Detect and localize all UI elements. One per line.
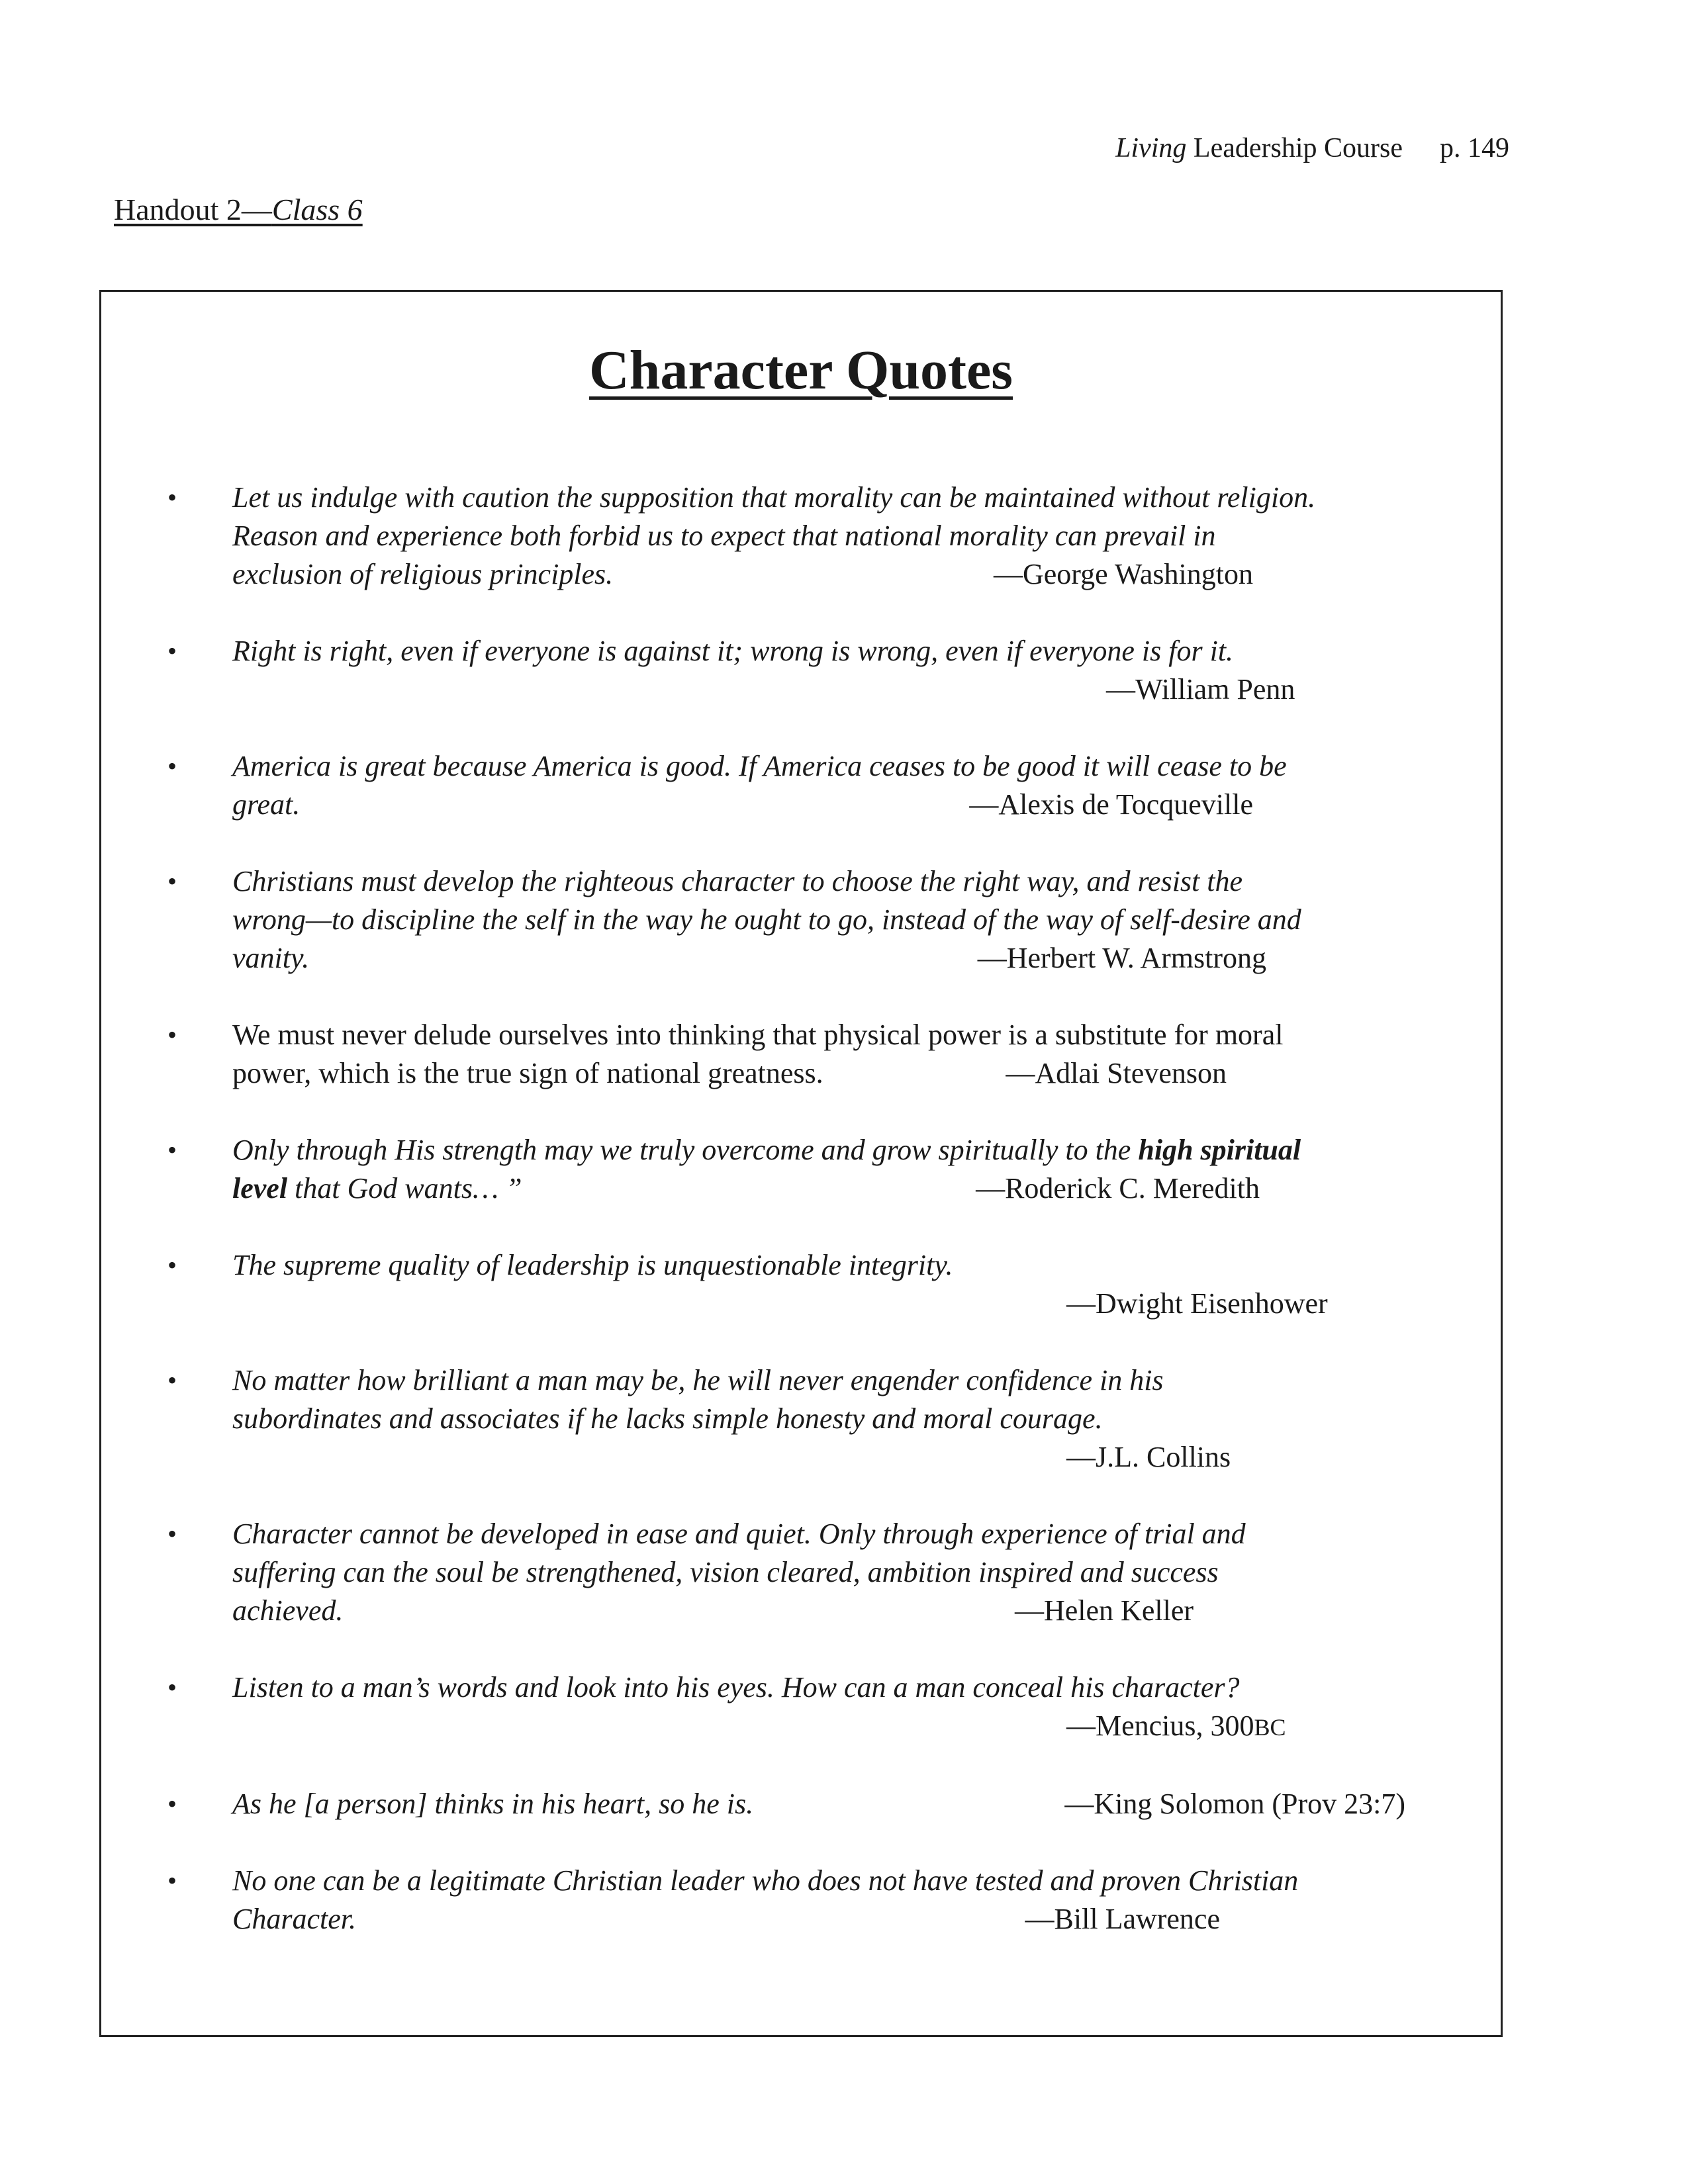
bullet-icon: • <box>167 636 177 666</box>
list-item <box>167 1361 1485 1477</box>
list-item <box>167 1016 1485 1093</box>
list-item <box>167 1246 1485 1323</box>
page-title: Character Quotes <box>589 340 1013 401</box>
quote-segment: that God wants… ” <box>287 1172 522 1205</box>
quote-author: —William Penn <box>1106 673 1295 705</box>
quote-author: —Adlai Stevenson <box>1006 1057 1227 1089</box>
quote-line: Character. <box>232 1903 356 1935</box>
spacer <box>167 1747 1485 1785</box>
quote-line: wrong—to discipline the self in the way he ought to go, instead of the way of self-desire and <box>232 903 1301 936</box>
quote-line: Right is right, even if everyone is against it; wrong is wrong, even if everyone is for it. <box>232 635 1234 667</box>
spacer <box>167 1823 1485 1862</box>
spacer <box>167 1093 1485 1131</box>
quote-author: —Herbert W. Armstrong <box>977 942 1266 974</box>
bullet-icon: • <box>167 482 177 512</box>
spacer <box>167 594 1485 632</box>
handout-class: Class 6 <box>271 193 363 226</box>
quote-line: Listen to a man’s words and look into his eyes. How can a man conceal his character? <box>232 1671 1240 1704</box>
spacer <box>167 1630 1485 1668</box>
quote-author: —Alexis de Tocqueville <box>969 788 1253 821</box>
bullet-icon: • <box>167 1789 177 1819</box>
quote-author: —Roderick C. Meredith <box>976 1172 1260 1205</box>
list-item <box>167 1131 1485 1208</box>
quote-author: —Helen Keller <box>1015 1594 1194 1627</box>
quote-line: We must never delude ourselves into thinking that physical power is a substitute for moral <box>232 1019 1284 1051</box>
quote-line: No matter how brilliant a man may be, he will never engender confidence in his <box>232 1364 1164 1396</box>
quote-line: No one can be a legitimate Christian leader who does not have tested and proven Christian <box>232 1864 1299 1897</box>
list-item <box>167 1785 1485 1823</box>
quote-line <box>232 1134 1301 1166</box>
quote-line: vanity. <box>232 942 310 974</box>
quote-line: America is great because America is good. If America ceases to be good it will cease to be <box>232 750 1287 782</box>
quote-line: The supreme quality of leadership is unquestionable integrity. <box>232 1249 953 1281</box>
bullet-icon: • <box>167 751 177 781</box>
quote-line: Let us indulge with caution the supposition that morality can be maintained without religion. <box>232 481 1316 514</box>
quote-author: —J.L. Collins <box>1066 1441 1231 1473</box>
author-name: —Mencius, 300 <box>1066 1709 1254 1742</box>
course-name-rest: Leadership Course <box>1186 133 1403 163</box>
spacer <box>167 709 1485 747</box>
list-item <box>167 478 1485 594</box>
quote-line: power, which is the true sign of national greatness. <box>232 1057 823 1089</box>
page-number: p. 149 <box>1440 133 1509 163</box>
quote-segment: Only through His strength may we truly overcome and grow spiritually to the <box>232 1134 1139 1166</box>
quote-line: Reason and experience both forbid us to expect that national morality can prevail in <box>232 520 1216 552</box>
quote-author: —King Solomon (Prov 23:7) <box>1064 1788 1405 1820</box>
list-item <box>167 1515 1485 1630</box>
list-item <box>167 632 1485 709</box>
bullet-icon: • <box>167 866 177 896</box>
spacer <box>167 1208 1485 1246</box>
quote-line: suffering can the soul be strengthened, vision cleared, ambition inspired and success <box>232 1556 1219 1588</box>
quote-author: —Dwight Eisenhower <box>1066 1287 1328 1320</box>
quote-emphasis: level <box>232 1172 288 1205</box>
quote-author <box>232 1707 1485 1747</box>
course-name-italic: Living <box>1115 133 1187 163</box>
quote-emphasis: high spiritual <box>1138 1134 1301 1166</box>
list-item <box>167 1862 1485 1938</box>
quote-list <box>167 478 1485 1938</box>
quote-line: great. <box>232 788 301 821</box>
spacer <box>167 978 1485 1016</box>
quotes-box <box>99 290 1503 2037</box>
spacer <box>167 1477 1485 1515</box>
quote-line: Christians must develop the righteous character to choose the right way, and resist the <box>232 865 1243 897</box>
list-item <box>167 747 1485 824</box>
spacer <box>167 1323 1485 1361</box>
quote-line: exclusion of religious principles. <box>232 558 614 590</box>
page-header <box>1115 132 1509 164</box>
list-item <box>167 862 1485 978</box>
quote-line: subordinates and associates if he lacks simple honesty and moral courage. <box>232 1402 1103 1435</box>
handout-number: Handout 2— <box>114 193 272 226</box>
list-item <box>167 1668 1485 1747</box>
bullet-icon: • <box>167 1866 177 1895</box>
bullet-icon: • <box>167 1250 177 1280</box>
author-era: BC <box>1254 1714 1286 1741</box>
bullet-icon: • <box>167 1135 177 1165</box>
quote-line: Character cannot be developed in ease and quiet. Only through experience of trial and <box>232 1518 1246 1550</box>
bullet-icon: • <box>167 1672 177 1702</box>
quote-line: achieved. <box>232 1594 344 1627</box>
quote-line: As he [a person] thinks in his heart, so he is. <box>232 1788 754 1820</box>
quote-author: —Bill Lawrence <box>1025 1903 1220 1935</box>
quote-line <box>232 1172 522 1205</box>
bullet-icon: • <box>167 1519 177 1549</box>
quote-author: —George Washington <box>993 558 1253 590</box>
bullet-icon: • <box>167 1365 177 1395</box>
bullet-icon: • <box>167 1020 177 1050</box>
handout-label <box>114 192 363 227</box>
spacer <box>167 824 1485 862</box>
